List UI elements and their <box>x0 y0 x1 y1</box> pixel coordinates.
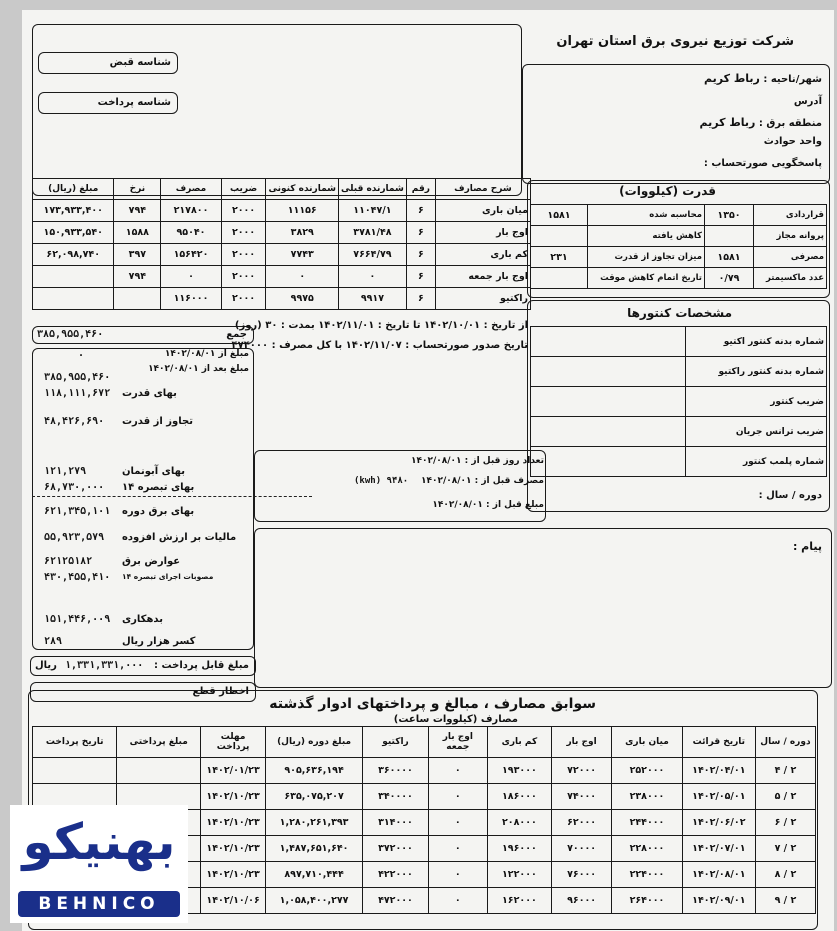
history-cell: ۲۰۸۰۰۰ <box>487 810 551 836</box>
meter-label: شماره بدنه کنتور راکتیو <box>686 357 827 387</box>
history-cell: ۲۵۲۰۰۰ <box>612 758 683 784</box>
history-cell: ۲ / ۹ <box>755 888 815 914</box>
consumption-header: مصرف <box>161 179 221 200</box>
message-label: پیام : <box>792 540 822 553</box>
consumption-cell <box>33 266 114 288</box>
history-title: سوابق مصارف ، مبالغ و پرداختهای ادوار گذشته <box>269 696 596 712</box>
demand-value-right <box>705 226 754 247</box>
history-cell: ۱۴۰۲/۱۰/۲۳ <box>201 836 266 862</box>
total-value: ۳۸۵,۹۵۵,۴۶۰ <box>37 329 104 340</box>
meter-label: شماره پلمب کنتور <box>686 447 827 477</box>
demand-label-right: مصرفی <box>754 247 827 268</box>
consumption-cell: ۰ <box>266 266 339 288</box>
demand-value-left: ۱۵۸۱ <box>531 205 588 226</box>
history-cell: ۱۴۰۲/۰۵/۰۱ <box>682 784 755 810</box>
period-label: دوره / سال : <box>758 490 822 501</box>
period-range: از تاریخ : ۱۴۰۲/۱۰/۰۱ تا تاریخ : ۱۴۰۲/۱۱/۰۱ بمدت : ۳۰ (روز) <box>234 320 528 331</box>
history-cell: ۰ <box>428 862 487 888</box>
history-header: مهلت پرداخت <box>201 727 266 758</box>
consumption-total <box>32 326 254 344</box>
meter-value <box>531 357 686 387</box>
consumption-row <box>33 244 531 266</box>
charge-value: ۶۸,۷۳۰,۰۰۰ <box>44 482 105 493</box>
history-cell: ۷۶۰۰۰ <box>552 862 612 888</box>
issue-date: تاریخ صدور صورتحساب : ۱۴۰۲/۱۱/۰۷ با کل مصرف : ۴۷۴۰۰۰ <box>231 340 528 351</box>
consumption-cell: ۹۹۱۷ <box>339 288 407 310</box>
history-cell: ۶۳۵,۰۷۵,۲۰۷ <box>266 784 363 810</box>
consumption-header: رقم <box>406 179 435 200</box>
history-cell: ۳۴۰۰۰۰ <box>362 784 428 810</box>
payable-label: مبلغ قابل پرداخت : <box>154 660 249 671</box>
demand-label-left: محاسبه شده <box>588 205 705 226</box>
consumption-cell: ۷۶۶۴/۷۹ <box>339 244 407 266</box>
consumption-cell: ۲۰۰۰ <box>221 266 266 288</box>
region-label: منطقه برق : رباط کریم <box>699 116 822 129</box>
history-row <box>33 758 816 784</box>
history-cell: ۲۶۴۰۰۰ <box>612 888 683 914</box>
consumption-cell: ۱۱۶۰۰۰ <box>161 288 221 310</box>
consumption-cell: ۶۲,۰۹۸,۷۴۰ <box>33 244 114 266</box>
consumption-cell: ۱۵۰,۹۳۳,۵۴۰ <box>33 222 114 244</box>
history-cell: ۲ / ۸ <box>755 862 815 888</box>
zero-value: ۰ <box>78 350 85 361</box>
history-cell: ۱۹۳۰۰۰ <box>487 758 551 784</box>
consumption-cell: ۷۷۴۳ <box>266 244 339 266</box>
demand-row <box>531 268 827 289</box>
history-cell: ۱,۲۸۰,۲۶۱,۳۹۳ <box>266 810 363 836</box>
history-cell: ۰ <box>428 784 487 810</box>
history-cell: ۴۷۲۰۰۰ <box>362 888 428 914</box>
history-cell: ۲ / ۷ <box>755 836 815 862</box>
consumption-cell: ۶ <box>406 288 435 310</box>
charge-label: تجاوز از قدرت <box>122 416 193 427</box>
consumption-cell: ۲۱۷۸۰۰ <box>161 200 221 222</box>
charge-label: بهای تبصره ۱۴ <box>122 482 195 493</box>
consumption-cell: ۹۹۷۵ <box>266 288 339 310</box>
history-cell: ۲۲۴۰۰۰ <box>612 862 683 888</box>
demand-label-left: تاریخ اتمام کاهش موقت <box>588 268 705 289</box>
demand-value-right: ۱۳۵۰ <box>705 205 754 226</box>
demand-label-right: پروانه مجاز <box>754 226 827 247</box>
demand-row <box>531 205 827 226</box>
demand-label-right: عدد ماکسیمتر <box>754 268 827 289</box>
history-cell: ۱۹۶۰۰۰ <box>487 836 551 862</box>
consumption-cell: ۱۷۳,۹۳۳,۴۰۰ <box>33 200 114 222</box>
meter-row <box>531 327 827 357</box>
history-cell: ۱,۰۵۸,۴۰۰,۲۷۷ <box>266 888 363 914</box>
history-header: مبلغ پرداختی <box>117 727 201 758</box>
charge-value: ۵۵,۹۲۳,۵۷۹ <box>44 532 105 543</box>
company-name: شرکت توزیع نیروی برق استان تهران <box>556 34 794 49</box>
history-cell: ۸۹۷,۷۱۰,۴۴۴ <box>266 862 363 888</box>
meter-label: ضریب کنتور <box>686 387 827 417</box>
consumption-desc: میان باری <box>435 200 530 222</box>
charge-value: ۴۳۰,۴۵۵,۴۱۰ <box>44 572 111 583</box>
consumption-cell: ۷۹۴ <box>114 200 161 222</box>
demand-value-right: ۱۵۸۱ <box>705 247 754 268</box>
history-cell: ۱۴۰۲/۰۶/۰۲ <box>682 810 755 836</box>
history-cell: ۲۲۸۰۰۰ <box>612 836 683 862</box>
meter-value <box>531 387 686 417</box>
history-cell: ۹۶۰۰۰ <box>552 888 612 914</box>
demand-row <box>531 247 827 268</box>
history-cell: ۲۳۸۰۰۰ <box>612 784 683 810</box>
history-cell: ۱۶۲۰۰۰ <box>487 888 551 914</box>
consumption-cell: ۲۰۰۰ <box>221 222 266 244</box>
consumption-table <box>32 178 531 310</box>
consumption-header: شمارنده کنونی <box>266 179 339 200</box>
city-label: شهر/ناحیه : رباط کریم <box>704 72 822 85</box>
history-cell: ۲ / ۴ <box>755 758 815 784</box>
meter-row <box>531 387 827 417</box>
cutoff-label: اخطار قطع <box>192 686 249 697</box>
consumption-header: شرح مصارف <box>435 179 530 200</box>
history-cell: ۱۴۰۲/۰۷/۰۱ <box>682 836 755 862</box>
history-cell: ۲۴۴۰۰۰ <box>612 810 683 836</box>
consumption-cell: ۳۸۲۹ <box>266 222 339 244</box>
behnico-logo <box>10 805 188 923</box>
meter-value <box>531 417 686 447</box>
consumption-cell <box>33 288 114 310</box>
history-cell: ۱,۴۸۷,۶۵۱,۶۴۰ <box>266 836 363 862</box>
meters-table <box>530 326 827 477</box>
meter-row <box>531 447 827 477</box>
amount-before: مبلغ قبل از : ۱۴۰۲/۰۸/۰۱ <box>432 500 544 510</box>
charge-label: مصوبات اجرای تبصره ۱۴ <box>122 572 214 581</box>
history-header: کم باری <box>487 727 551 758</box>
history-cell: ۱۴۰۲/۱۰/۲۳ <box>201 810 266 836</box>
consumption-cell: ۶ <box>406 222 435 244</box>
meters-title: مشخصات کنتورها <box>627 306 732 320</box>
meter-row <box>531 357 827 387</box>
payable-box <box>30 656 256 676</box>
demand-value-right: ۰/۷۹ <box>705 268 754 289</box>
history-subtitle: مصارف (کیلووات ساعت) <box>393 714 518 725</box>
history-header: اوج بار <box>552 727 612 758</box>
history-cell: ۷۴۰۰۰ <box>552 784 612 810</box>
meter-label: ضریب ترانس جریان <box>686 417 827 447</box>
charge-value: ۲۸۹ <box>44 636 63 647</box>
demand-label-right: قراردادی <box>754 205 827 226</box>
consumption-cell: ۱۱۰۴۷/۱ <box>339 200 407 222</box>
price-from-label: مبلغ از ۱۴۰۲/۰۸/۰۱ <box>164 349 249 359</box>
charge-label: بدهکاری <box>122 614 163 625</box>
consumption-cell: ۰ <box>161 266 221 288</box>
history-cell: ۱۴۰۲/۱۰/۰۶ <box>201 888 266 914</box>
history-header: راکتیو <box>362 727 428 758</box>
payable-unit: ریال <box>35 660 57 671</box>
message-panel <box>254 528 832 688</box>
history-cell: ۱۴۰۲/۱۰/۲۳ <box>201 862 266 888</box>
consumption-header: نرخ <box>114 179 161 200</box>
consumption-row <box>33 266 531 288</box>
history-cell: ۴۲۲۰۰۰ <box>362 862 428 888</box>
consumption-row <box>33 222 531 244</box>
consumption-cell: ۲۰۰۰ <box>221 244 266 266</box>
demand-title: قدرت (کیلووات) <box>619 184 716 198</box>
bill-page <box>22 10 834 931</box>
history-cell: ۲ / ۶ <box>755 810 815 836</box>
charge-value: ۱۵۱,۴۴۶,۰۰۹ <box>44 614 111 625</box>
billing-contact-label: پاسخگویی صورتحساب : <box>703 158 822 169</box>
consumption-cell: ۶ <box>406 266 435 288</box>
days-before: تعداد روز قبل از : ۱۴۰۲/۰۸/۰۱ <box>411 456 544 466</box>
charge-label: بهای قدرت <box>122 388 177 399</box>
charge-value: ۱۱۸,۱۱۱,۶۷۲ <box>44 388 111 399</box>
demand-value-left: ۲۳۱ <box>531 247 588 268</box>
meter-value <box>531 447 686 477</box>
history-cell: ۱۴۰۲/۰۹/۰۱ <box>682 888 755 914</box>
consumption-cell: ۱۱۱۵۶ <box>266 200 339 222</box>
demand-row <box>531 226 827 247</box>
consumption-cell: ۲۰۰۰ <box>221 288 266 310</box>
history-cell: ۱۴۰۲/۱۰/۲۳ <box>201 784 266 810</box>
consumption-header: ضریب <box>221 179 266 200</box>
history-header: تاریخ پرداخت <box>33 727 117 758</box>
charge-value: ۶۲۱۲۵۱۸۲ <box>44 556 93 567</box>
history-cell: ۲ / ۵ <box>755 784 815 810</box>
history-cell: ۰ <box>428 836 487 862</box>
meter-value <box>531 327 686 357</box>
consumption-cell: ۳۹۷ <box>114 244 161 266</box>
history-cell: ۰ <box>428 810 487 836</box>
consumption-cell: ۱۵۶۴۲۰ <box>161 244 221 266</box>
history-cell: ۶۲۰۰۰ <box>552 810 612 836</box>
consumption-row <box>33 288 531 310</box>
consumption-cell: ۲۰۰۰ <box>221 200 266 222</box>
incident-unit-label: واحد حوادث <box>763 136 822 147</box>
consumption-cell: ۶ <box>406 200 435 222</box>
charge-value: ۱۲۱,۲۷۹ <box>44 466 87 477</box>
history-header: تاریخ قرائت <box>682 727 755 758</box>
charge-value: ۴۸,۴۲۶,۶۹۰ <box>44 416 105 427</box>
history-cell: ۷۲۰۰۰ <box>552 758 612 784</box>
consumption-cell: ۷۹۴ <box>114 266 161 288</box>
consumption-cell: ۰ <box>339 266 407 288</box>
history-cell <box>117 758 201 784</box>
history-cell: ۰ <box>428 888 487 914</box>
consumption-cell: ۳۷۸۱/۴۸ <box>339 222 407 244</box>
charge-label: بهای آبونمان <box>122 466 185 477</box>
consumption-row <box>33 200 531 222</box>
history-cell: ۰ <box>428 758 487 784</box>
consumption-header: مبلغ (ریال) <box>33 179 114 200</box>
after-value: ۳۸۵,۹۵۵,۴۶۰ <box>44 372 111 383</box>
usage-before: مصرف قبل از : ۱۴۰۲/۰۸/۰۱ <box>420 476 544 486</box>
meter-row <box>531 417 827 447</box>
demand-value-left <box>531 268 588 289</box>
history-cell: ۳۱۴۰۰۰ <box>362 810 428 836</box>
consumption-header: شمارنده قبلی <box>339 179 407 200</box>
history-cell: ۹۰۵,۶۳۶,۱۹۴ <box>266 758 363 784</box>
consumption-desc: راکتیو <box>435 288 530 310</box>
history-header: دوره / سال <box>755 727 815 758</box>
history-cell: ۳۶۰۰۰۰ <box>362 758 428 784</box>
payment-id-field <box>38 92 178 114</box>
charge-value: ۶۲۱,۳۴۵,۱۰۱ <box>44 506 111 517</box>
charge-label: مالیات بر ارزش افزوده <box>122 532 237 543</box>
consumption-cell: ۹۵۰۴۰ <box>161 222 221 244</box>
consumption-desc: اوج بار <box>435 222 530 244</box>
history-header: مبلغ دوره (ریال) <box>266 727 363 758</box>
charge-label: کسر هزار ریال <box>122 636 196 647</box>
demand-label-left: کاهش یافته <box>588 226 705 247</box>
history-cell: ۳۷۲۰۰۰ <box>362 836 428 862</box>
logo-text: بهنیکو <box>22 813 176 871</box>
total-label: جمع <box>226 329 247 340</box>
demand-label-left: میزان تجاوز از قدرت <box>588 247 705 268</box>
history-cell <box>33 758 117 784</box>
price-after-label: مبلغ بعد از ۱۴۰۲/۰۸/۰۱ <box>148 364 249 374</box>
charge-label: بهای برق دوره <box>122 506 195 517</box>
demand-table <box>530 204 827 289</box>
consumption-cell: ۱۵۸۸ <box>114 222 161 244</box>
consumption-cell <box>114 288 161 310</box>
bill-id-label: شناسه قبض <box>109 57 171 68</box>
history-cell: ۱۴۰۲/۰۴/۰۱ <box>682 758 755 784</box>
bill-id-field <box>38 52 178 74</box>
history-cell: ۷۰۰۰۰ <box>552 836 612 862</box>
charge-label: عوارض برق <box>122 556 181 567</box>
consumption-desc: اوج بار جمعه <box>435 266 530 288</box>
usage-kwh: ۹۴۸۰ (kwh) <box>354 476 409 486</box>
history-cell: ۱۸۶۰۰۰ <box>487 784 551 810</box>
payment-id-label: شناسه پرداخت <box>97 97 171 108</box>
history-cell: ۱۴۰۲/۰۸/۰۱ <box>682 862 755 888</box>
address-label: آدرس <box>793 96 822 107</box>
demand-value-left <box>531 226 588 247</box>
payable-value: ۱,۳۳۱,۳۳۱,۰۰۰ <box>65 660 144 671</box>
history-header: میان باری <box>612 727 683 758</box>
history-cell: ۱۲۲۰۰۰ <box>487 862 551 888</box>
meter-label: شماره بدنه کنتور اکتیو <box>686 327 827 357</box>
logo-latin: BEHNICO <box>18 891 180 917</box>
history-header: اوج بار جمعه <box>428 727 487 758</box>
consumption-desc: کم باری <box>435 244 530 266</box>
history-cell: ۱۴۰۲/۰۱/۲۳ <box>201 758 266 784</box>
consumption-cell: ۶ <box>406 244 435 266</box>
